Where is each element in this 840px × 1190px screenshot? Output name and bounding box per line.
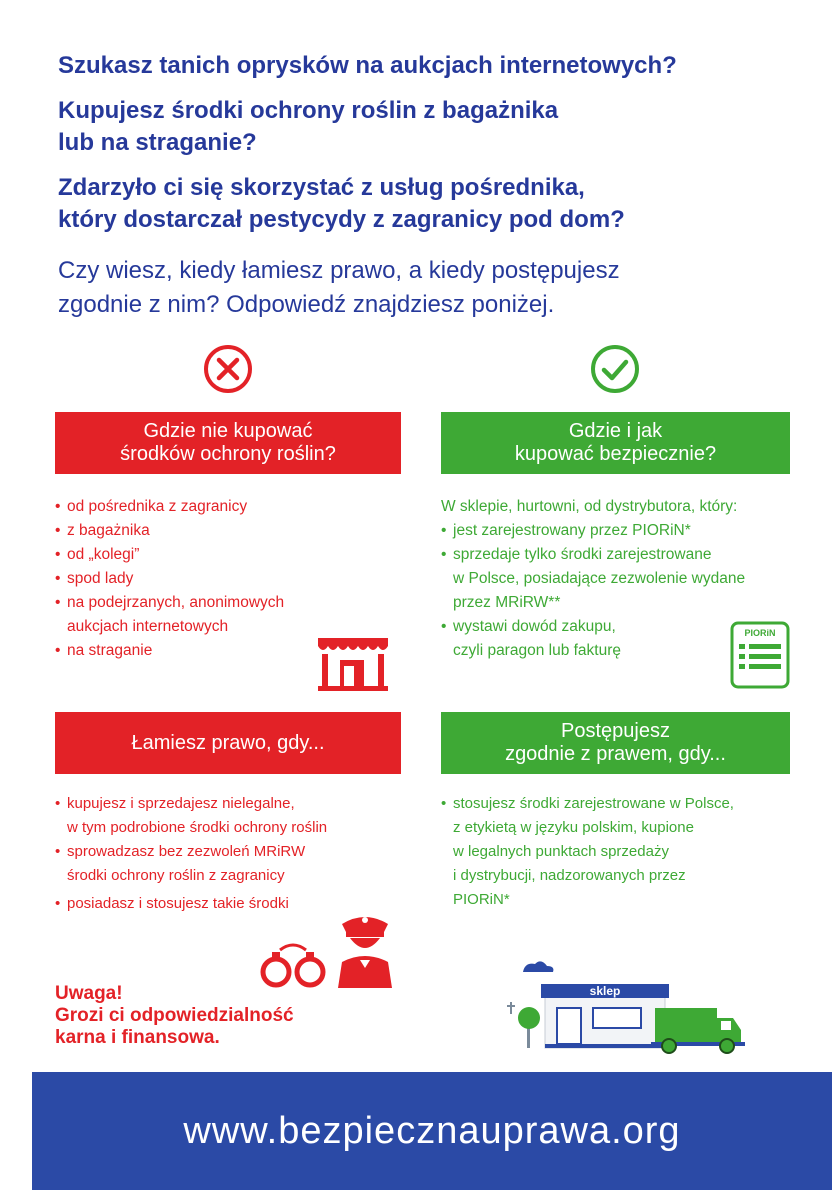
list-item [441,543,801,615]
list-item-text: na podejrzanych, anonimowych [67,594,285,611]
follow-law-list [441,792,801,912]
police-officer-icon [336,910,394,995]
list-item-text: w legalnych punktach sprzedaży [453,843,669,860]
list-item-text: czyli paragon lub fakturę [453,642,622,659]
list-item-text: w tym podrobione środki ochrony roślin [67,819,328,836]
list-item-text: przez MRiRW** [453,594,561,611]
receipt-label: PIORiN [744,628,776,638]
question-2 [58,95,558,159]
follow-law-title-line1: Postępujesz [561,720,670,742]
question-3-line2: który dostarczał pestycydy z zagranicy pod dom? [58,206,625,233]
list-item [441,792,801,912]
list-item [55,840,405,888]
list-intro: W sklepie, hurtowni, od dystrybutora, który: [441,498,738,515]
question-2-line1: Kupujesz środki ochrony roślin z bagażnika [58,97,559,124]
follow-law-banner [441,712,790,774]
lead-line2: zgodnie z nim? Odpowiedź znajdziesz poniżej. [58,291,555,318]
where-how-buy-banner [441,412,790,474]
question-2-line2: lub na straganie? [58,129,257,156]
website-link[interactable]: www.bezpiecznauprawa.org [183,1109,681,1152]
break-law-banner [55,712,401,774]
question-3 [58,172,625,236]
list-item-text: stosujesz środki zarejestrowane w Polsce, [453,795,734,812]
list-item: • na straganie [55,639,385,663]
list-item-text: i dystrybucji, nadzorowanych przez [453,867,686,884]
list-item-text: z etykietą w języku polskim, kupione [453,819,694,836]
question-1: Szukasz tanich oprysków na aukcjach internetowych? [58,52,677,79]
list-item: • od pośrednika z zagranicy [55,495,385,519]
market-stall-icon [316,636,390,697]
break-law-title: Łamiesz prawo, gdy... [131,731,325,754]
list-item-text: aukcjach internetowych [67,618,229,635]
x-circle-icon [202,343,254,400]
list-item: • jest zarejestrowany przez PIORiN* [441,519,801,543]
warning-line1: Uwaga! [55,983,123,1004]
receipt-icon [729,620,791,695]
list-item-text: sprowadzasz bez zezwoleń MRiRW [67,843,306,860]
list-item [55,591,385,639]
where-not-title-line1: Gdzie nie kupować [143,420,313,442]
break-law-list [55,792,405,916]
lead-line1: Czy wiesz, kiedy łamiesz prawo, a kiedy postępujesz [58,257,620,284]
where-how-title-line2: kupować bezpiecznie? [514,443,717,465]
list-item: • spod lady [55,567,385,591]
warning-line3: karna i finansowa. [55,1027,220,1048]
list-item-text: kupujesz i sprzedajesz nielegalne, [67,795,295,812]
follow-law-title-line2: zgodnie z prawem, gdy... [505,743,726,765]
list-item: • od „kolegi” [55,543,385,567]
list-item-text: w Polsce, posiadające zezwolenie wydane [453,570,746,587]
lead-text [58,254,818,322]
list-item [55,792,405,840]
question-3-line1: Zdarzyło ci się skorzystać z usług pośrednika, [58,174,585,201]
warning-line2: Grozi ci odpowiedzialność [55,1005,294,1026]
list-item-text: środki ochrony roślin z zagranicy [67,867,285,884]
list-item-text: wystawi dowód zakupu, [453,618,616,635]
where-how-title-line1: Gdzie i jak [568,420,663,442]
where-not-title-line2: środków ochrony roślin? [120,443,336,465]
shop-sign: sklep [589,984,621,998]
list-item-text: sprzedaje tylko środki zarejestrowane [453,546,712,563]
footer-bar [32,1072,832,1190]
list-item: • z bagażnika [55,519,385,543]
list-item-text: PIORiN* [453,891,510,908]
where-not-buy-banner [55,412,401,474]
warning-text [55,983,294,1049]
shop-truck-icon [505,958,755,1063]
check-circle-icon [589,343,641,400]
list-item: • posiadasz i stosujesz takie środki [55,892,405,916]
